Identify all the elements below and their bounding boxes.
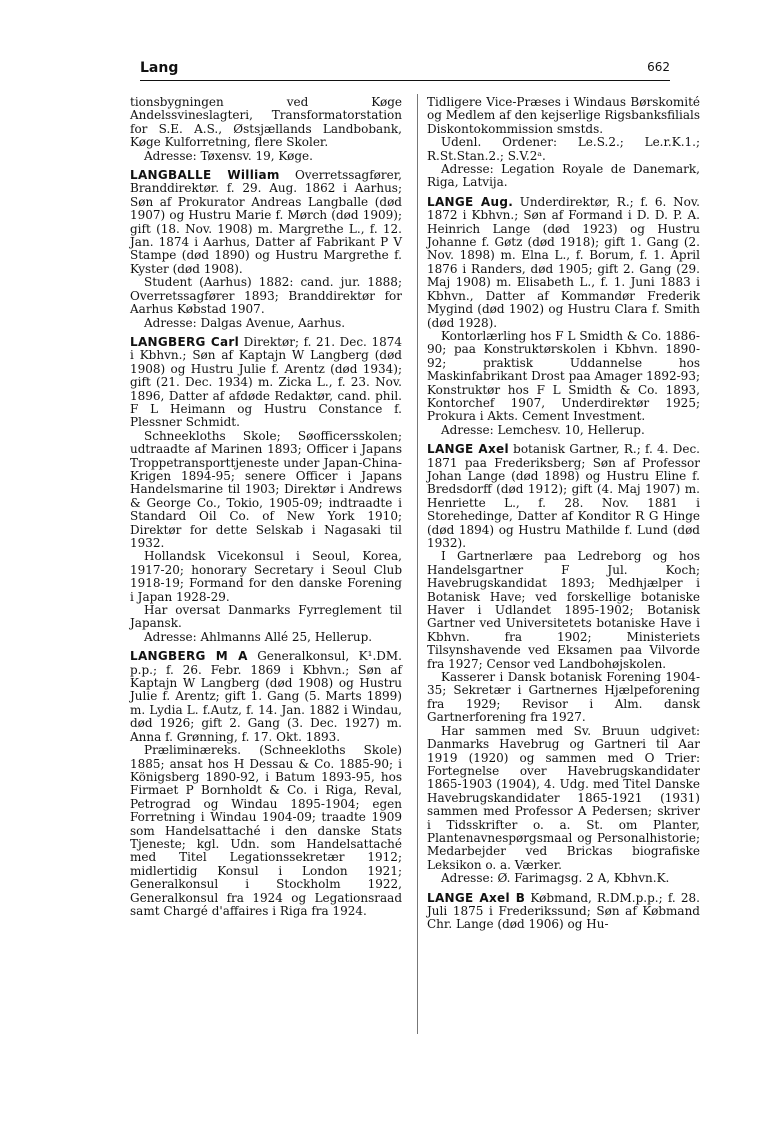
entry-paragraph xyxy=(130,604,402,631)
entry-paragraph xyxy=(130,336,402,430)
paragraph-text: I Gartnerlære paa Ledreborg og hos Handelsgartner F Jul. Koch; Havebrugskandidat 1893; Medhjælper i Botanisk Have; ved forskellige botaniske Haver i Udlandet 1895-1902; Botanisk Gartner ved Universitetets botaniske Have i Kbhvn. fra 1902; Ministeriets Tilsynshavende ved Eksamen paa Vilvorde fra 1927; Censor ved Landbohøjskolen. xyxy=(427,549,700,671)
entry-paragraph xyxy=(130,150,402,163)
running-header xyxy=(140,60,670,80)
entry-paragraph xyxy=(130,631,402,644)
paragraph-text: Købmand, R.DM.p.p.; f. 28. Juli 1875 i Frederikssund; Søn af Købmand Chr. Lange (død 1906) og Hu- xyxy=(427,890,700,932)
paragraph-text: Direktør; f. 21. Dec. 1874 i Kbhvn.; Søn af Kaptajn W Langberg (død 1908) og Hustru Julie f. Arentz (død 1934); gift (21. Dec. 1934) m. Zicka L., f. 23. Nov. 1896, Datter af afdøde Redaktør, cand. phil. F L Heimann og Hustru Constance f. Plessner Schmidt. xyxy=(130,334,402,430)
entry-paragraph xyxy=(427,163,700,190)
entry-paragraph xyxy=(427,872,700,885)
paragraph-text: Kasserer i Dansk botanisk Forening 1904-35; Sekretær i Gartnernes Hjælpeforening fra 1929; Revisor i Alm. dansk Gartnerforening fra 1927. xyxy=(427,670,700,725)
paragraph-text: Tidligere Vice-Præses i Windaus Børskomité og Medlem af den kejserlige Rigsbanksfilials Diskontokommission smstds. xyxy=(427,95,700,136)
paragraph-text: Kontorlærling hos F L Smidth & Co. 1886-90; paa Konstruktørskolen i Kbhvn. 1890-92; praktisk Uddannelse hos Maskinfabrikant Drost paa Amager 1892-93; Konstruktør hos F L Smidth & Co. 1893, Kontorchef 1907, Underdirektør 1925; Prokura i Akts. Cement Investment. xyxy=(427,328,700,424)
paragraph-text: tionsbygningen ved Køge Andelssvineslagteri, Transformatorstation for S.E. A.S., Østsjællands Landbobank, Køge Kulforretning, flere Skoler. xyxy=(130,95,402,150)
paragraph-text: Generalkonsul, K¹.DM. p.p.; f. 26. Febr. 1869 i Kbhvn.; Søn af Kaptajn W Langberg (død 1908) og Hustru Julie f. Arentz; gift 1. Gang (5. Marts 1899) m. Lydia L. f.Autz, f. 14. Jan. 1882 i Windau, død 1926; gift 2. Gang (3. Dec. 1927) m. Anna f. Grønning, f. 17. Okt. 1893. xyxy=(130,649,402,744)
entry-paragraph xyxy=(427,671,700,725)
paragraph-text: Adresse: Legation Royale de Danemark, Riga, Latvija. xyxy=(427,162,700,190)
biography-entry xyxy=(427,96,700,190)
biography-entry xyxy=(427,443,700,885)
entry-paragraph xyxy=(130,276,402,316)
entry-paragraph xyxy=(427,892,700,932)
header-rule xyxy=(140,80,670,81)
biography-entry xyxy=(427,196,700,437)
entry-headword: LANGBALLE William xyxy=(130,168,280,183)
paragraph-text: Underdirektør, R.; f. 6. Nov. 1872 i Kbhvn.; Søn af Formand i D. D. P. A. Heinrich Lange (død 1923) og Hustru Johanne f. Gøtz (død 1918); gift 1. Gang (2. Nov. 1898) m. Elna L., f. Borum, f. 1. April 1876 i Randers, død 1905; gift 2. Gang (29. Maj 1908) m. Elisabeth L., f. 1. Juni 1883 i Kbhvn., Datter af Kommandør Frederik Mygind (død 1902) og Hustru Clara f. Smith (død 1928). xyxy=(427,194,700,330)
entry-paragraph xyxy=(130,430,402,551)
entry-paragraph xyxy=(427,136,700,163)
paragraph-text: Student (Aarhus) 1882: cand. jur. 1888; Overretssagfører 1893; Branddirektør for Aarhus Købstad 1907. xyxy=(130,275,402,317)
page-number: 662 xyxy=(647,60,670,74)
biography-entry xyxy=(130,650,402,918)
entry-paragraph xyxy=(427,96,700,136)
entry-headword: LANGBERG Carl xyxy=(130,334,240,349)
paragraph-text: Adresse: Lemchesv. 10, Hellerup. xyxy=(441,422,645,437)
entry-paragraph xyxy=(427,443,700,550)
paragraph-text: Har oversat Danmarks Fyrreglement til Japansk. xyxy=(130,603,402,631)
entry-paragraph xyxy=(130,744,402,918)
entry-paragraph xyxy=(130,317,402,330)
entry-headword: LANGE Axel B xyxy=(427,890,526,905)
entry-paragraph xyxy=(427,196,700,330)
entry-paragraph xyxy=(130,96,402,150)
biography-entry xyxy=(427,892,700,932)
paragraph-text: Adresse: Tøxensv. 19, Køge. xyxy=(144,148,313,163)
entry-paragraph xyxy=(427,424,700,437)
biography-entry xyxy=(130,169,402,330)
paragraph-text: Overretssagfører, Branddirektør. f. 29. Aug. 1862 i Aarhus; Søn af Prokurator Andreas Langballe (død 1907) og Hustru Marie f. Mørch (død 1909); gift (18. Nov. 1908) m. Margrethe L., f. 12. Jan. 1874 i Aarhus, Datter af Fabrikant P V Stampe (død 1890) og Hustru Margrethe f. Kyster (død 1908). xyxy=(130,168,402,276)
paragraph-text: Hollandsk Vicekonsul i Seoul, Korea, 1917-20; honorary Secretary i Seoul Club 1918-19; Formand for den danske Forening i Japan 1928-29. xyxy=(130,549,402,604)
paragraph-text: Udenl. Ordener: Le.S.2.; Le.r.K.1.; R.St.Stan.2.; S.V.2ᵃ. xyxy=(427,135,700,163)
column-divider xyxy=(417,94,418,1034)
biography-entry xyxy=(130,96,402,163)
left-column xyxy=(130,96,402,924)
paragraph-text: botanisk Gartner, R.; f. 4. Dec. 1871 paa Frederiksberg; Søn af Professor Johan Lange (død 1898) og Hustru Eline f. Bredsdorff (død 1912); gift (4. Maj 1907) m. Henriette L., f. 28. Nov. 1881 i Storehedinge, Datter af Konditor R G Hinge (død 1894) og Hustru Mathilde f. Lund (død 1932). xyxy=(427,442,700,550)
entry-paragraph xyxy=(427,550,700,671)
entry-paragraph xyxy=(130,650,402,744)
entry-headword: LANGE Axel xyxy=(427,442,509,457)
entry-paragraph xyxy=(427,725,700,872)
paragraph-text: Adresse: Ø. Farimagsg. 2 A, Kbhvn.K. xyxy=(441,871,670,886)
paragraph-text: Præliminæreks. (Schneekloths Skole) 1885; ansat hos H Dessau & Co. 1885-90; i Königsberg 1890-92, i Batum 1893-95, hos Firmaet P Bornholdt & Co. i Riga, Reval, Petrograd og Windau 1895-1904; egen Forretning i Windau 1904-09; traadte 1909 som Handelsattaché i den danske Stats Tjeneste; kgl. Udn. som Handelsattaché med Titel Legationssekretær 1912; midlertidig Konsul i London 1921; Generalkonsul i Stockholm 1922, Generalkonsul fra 1924 og Legationsraad samt Chargé d'affaires i Riga fra 1924. xyxy=(130,743,402,918)
header-word: Lang xyxy=(140,60,179,76)
entry-headword: LANGBERG M A xyxy=(130,649,248,664)
paragraph-text: Adresse: Ahlmanns Allé 25, Hellerup. xyxy=(144,629,373,644)
entry-paragraph xyxy=(130,550,402,604)
entry-paragraph xyxy=(130,169,402,276)
paragraph-text: Schneekloths Skole; Søofficersskolen; udtraadte af Marinen 1893; Officer i Japans Troppetransporttjeneste under Japan-China-Krigen 1894-95; senere Officer i Japans Handelsmarine til 1903; Direktør i Andrews & George Co., Tokio, 1905-09; indtraadte i Standard Oil Co. of New York 1910; Direktør for dette Selskab i Nagasaki til 1932. xyxy=(130,428,402,550)
entry-headword: LANGE Aug. xyxy=(427,194,514,209)
entry-paragraph xyxy=(427,330,700,424)
right-column xyxy=(427,96,700,938)
paragraph-text: Har sammen med Sv. Bruun udgivet: Danmarks Havebrug og Gartneri til Aar 1919 (1920) og sammen med O Trier: Fortegnelse over Havebrugskandidater 1865-1903 (1904), 4. Udg. med Titel Danske Havebrugskandidater 1865-1921 (1931) sammen med Professor A Pedersen; skriver i Tidsskrifter o. a. St. om Planter, Plantenavnespørgsmaal og Personalhistorie; Medarbejder ved Brickas biografiske Leksikon o. a. Værker. xyxy=(427,723,700,872)
paragraph-text: Adresse: Dalgas Avenue, Aarhus. xyxy=(144,315,346,330)
biography-entry xyxy=(130,336,402,644)
